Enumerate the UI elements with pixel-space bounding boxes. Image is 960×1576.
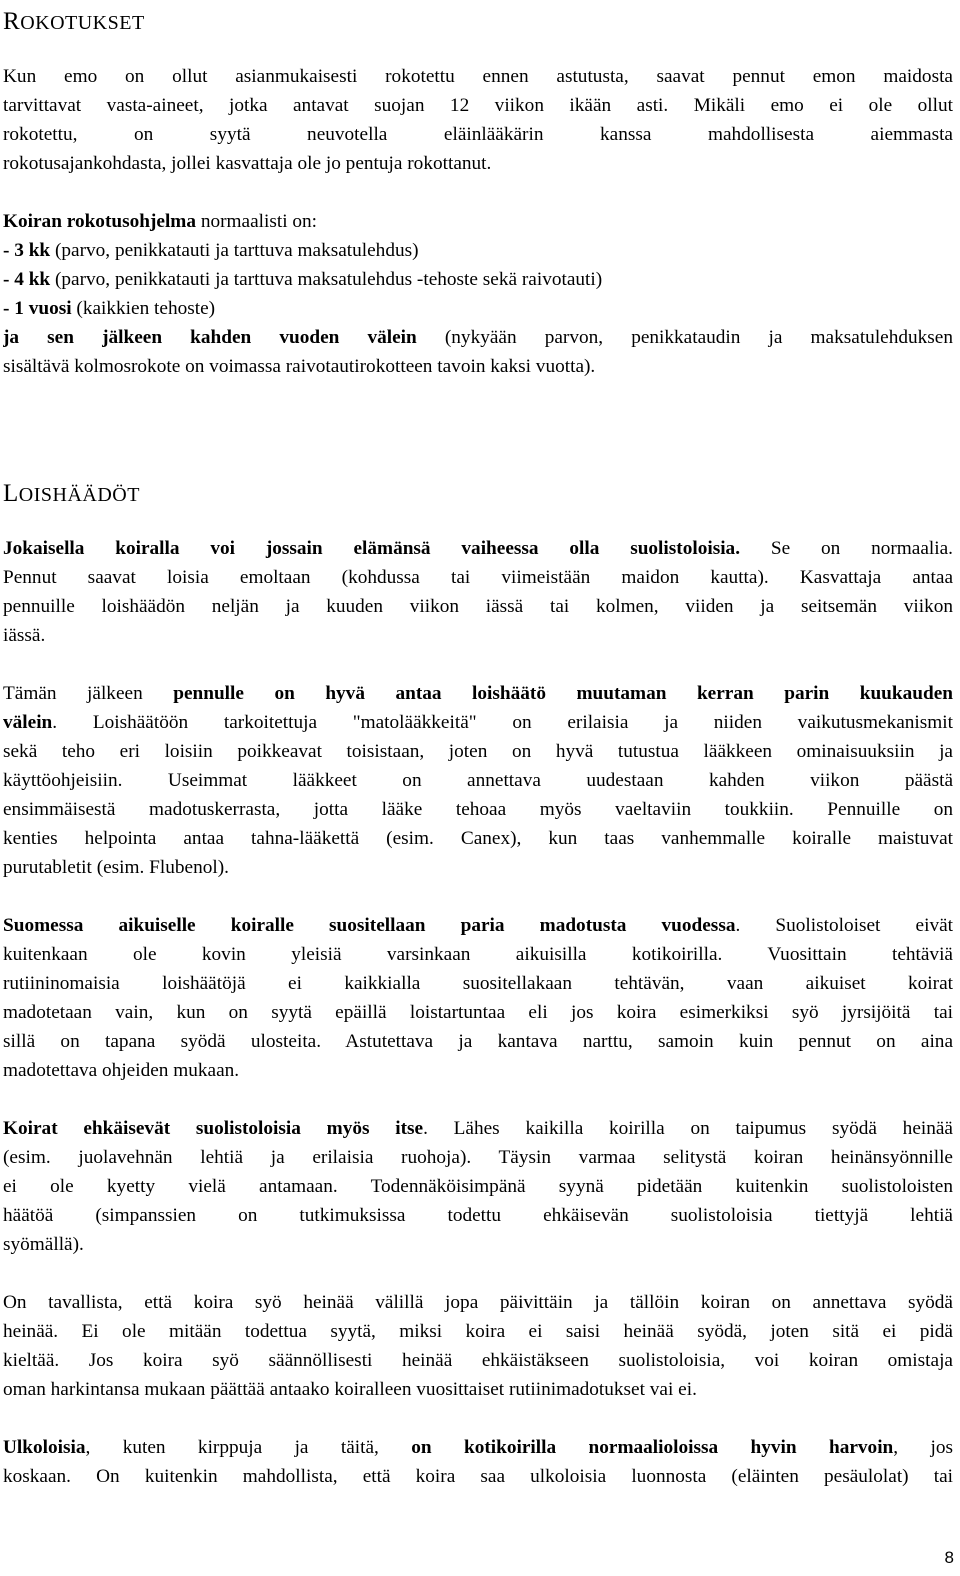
loishaadot-p2-line-1: Tämän jälkeen pennulle on hyvä antaa loishäätö muutaman kerran parin kuukauden — [3, 683, 953, 704]
loishaadot-p3-line-2: kuitenkaan ole kovin yleisiä varsinkaan aikuisilla kotikoirilla. Vuosittain tehtäviä — [3, 944, 953, 965]
vaccination-item-every-two-years-line-2: sisältävä kolmosrokote on voimassa raivotautirokotteen tavoin kaksi vuotta). — [3, 356, 596, 377]
loishaadot-p1-line-2: Pennut saavat loisia emoltaan (kohdussa tai viimeistään maidon kautta). Kasvattaja antaa — [3, 567, 953, 588]
loishaadot-p5-line-2: heinää. Ei ole mitään todettua syytä, miksi koira ei saisi heinää syödä, joten sitä ei pidä — [3, 1321, 953, 1342]
loishaadot-heading: LOISHÄÄDÖT — [3, 480, 140, 507]
loishaadot-p5-line-1: On tavallista, että koira syö heinää välillä jopa päivittäin ja tällöin koiran on annettava syödä — [3, 1292, 953, 1313]
loishaadot-p3-line-4: madotetaan vain, kun on syytä epäillä loistartuntaa eli jos koira esimerkiksi syö jyrsijöitä tai — [3, 1002, 953, 1023]
loishaadot-p2-line-5: ensimmäisestä madotuskerrasta, jotta lääke tehoaa myös vaeltaviin toukkiin. Pennuille on — [3, 799, 953, 820]
vaccination-item-1-vuosi: - 1 vuosi (kaikkien tehoste) — [3, 298, 216, 319]
loishaadot-p6-line-1: Ulkoloisia, kuten kirppuja ja täitä, on kotikoirilla normaalioloissa hyvin harvoin, jos — [3, 1437, 953, 1458]
loishaadot-p3-line-3: rutiininomaisia loishäätöjä ei kaikkialla suositellakaan tehtävän, vaan aikuiset koirat — [3, 973, 953, 994]
loishaadot-p2-line-4: käyttöohjeisiin. Useimmat lääkkeet on annettava uudestaan kahden viikon päästä — [3, 770, 953, 791]
rokotukset-heading: ROKOTUKSET — [3, 8, 145, 35]
vaccination-item-3kk: - 3 kk (parvo, penikkatauti ja tarttuva maksatulehdus) — [3, 240, 419, 261]
rokotukset-p1-line-1: Kun emo on ollut asianmukaisesti rokotettu ennen astutusta, saavat pennut emon maidosta — [3, 66, 953, 87]
loishaadot-p6-line-2: koskaan. On kuitenkin mahdollista, että koira saa ulkoloisia luonnosta (eläinten pesäulolat) tai — [3, 1466, 953, 1487]
vaccination-item-every-two-years: ja sen jälkeen kahden vuoden välein (nykyään parvon, penikkataudin ja maksatulehduksen — [3, 327, 953, 348]
vaccination-item-4kk: - 4 kk (parvo, penikkatauti ja tarttuva maksatulehdus -tehoste sekä raivotauti) — [3, 269, 603, 290]
loishaadot-p2-line-7: purutabletit (esim. Flubenol). — [3, 857, 229, 878]
page-number: 8 — [944, 1548, 954, 1567]
loishaadot-p4-line-3: ei ole kyetty vielä antamaan. Todennäköisimpänä syynä pidetään kuitenkin suolistoloisten — [3, 1176, 953, 1197]
rokotukset-p1-line-3: rokotettu, on syytä neuvotella eläinlääkärin kanssa mahdollisesta aiemmasta — [3, 124, 953, 145]
loishaadot-p4-line-4: häätöä (simpanssien on tutkimuksissa todettu ehkäisevän suolistoloisia tiettyjä lehtiä — [3, 1205, 953, 1226]
loishaadot-p5-line-4: oman harkintansa mukaan päättää antaako koiralleen vuosittaiset rutiinimadotukset vai ei. — [3, 1379, 697, 1400]
rokotukset-p1-line-4: rokotusajankohdasta, jollei kasvattaja ole jo pentuja rokottanut. — [3, 153, 492, 174]
loishaadot-p4-line-2: (esim. juolavehnän lehtiä ja erilaisia ruohoja). Täysin varmaa selitystä koiran heinänsyönnille — [3, 1147, 953, 1168]
loishaadot-p2-line-2: välein. Loishäätöön tarkoitettuja "matolääkkeitä" on erilaisia ja niiden vaikutusmekanismit — [3, 712, 953, 733]
vaccination-program-title: Koiran rokotusohjelma normaalisti on: — [3, 211, 318, 232]
loishaadot-p1-line-4: iässä. — [3, 625, 46, 646]
loishaadot-p3-line-1: Suomessa aikuiselle koiralle suositellaan paria madotusta vuodessa. Suolistoloiset eivät — [3, 915, 953, 936]
loishaadot-p5-line-3: kieltää. Jos koira syö säännöllisesti heinää ehkäistäkseen suolistoloisia, voi koiran omistaja — [3, 1350, 953, 1371]
loishaadot-p3-line-6: madotettava ohjeiden mukaan. — [3, 1060, 240, 1081]
loishaadot-p3-line-5: sillä on tapana syödä ulosteita. Astutettava ja kantava narttu, samoin kuin pennut on aina — [3, 1031, 953, 1052]
loishaadot-p1-line-3: pennuille loishäädön neljän ja kuuden viikon iässä tai kolmen, viiden ja seitsemän viikon — [3, 596, 953, 617]
loishaadot-p4-line-1: Koirat ehkäisevät suolistoloisia myös itse. Lähes kaikilla koirilla on taipumus syödä heinää — [3, 1118, 953, 1139]
loishaadot-p2-line-3: sekä teho eri loisiin poikkeavat toisistaan, joten on hyvä tutustua lääkkeen ominaisuuksiin ja — [3, 741, 953, 762]
loishaadot-p1-line-1: Jokaisella koiralla voi jossain elämänsä vaiheessa olla suolistoloisia. Se on normaalia. — [3, 538, 953, 559]
loishaadot-p4-line-5: syömällä). — [3, 1234, 84, 1255]
loishaadot-p2-line-6: kenties helpointa antaa tahna-lääkettä (esim. Canex), kun taas vanhemmalle koiralle maistuvat — [3, 828, 953, 849]
rokotukset-p1-line-2: tarvittavat vasta-aineet, jotka antavat suojan 12 viikon ikään asti. Mikäli emo ei ole ollut — [3, 95, 953, 116]
